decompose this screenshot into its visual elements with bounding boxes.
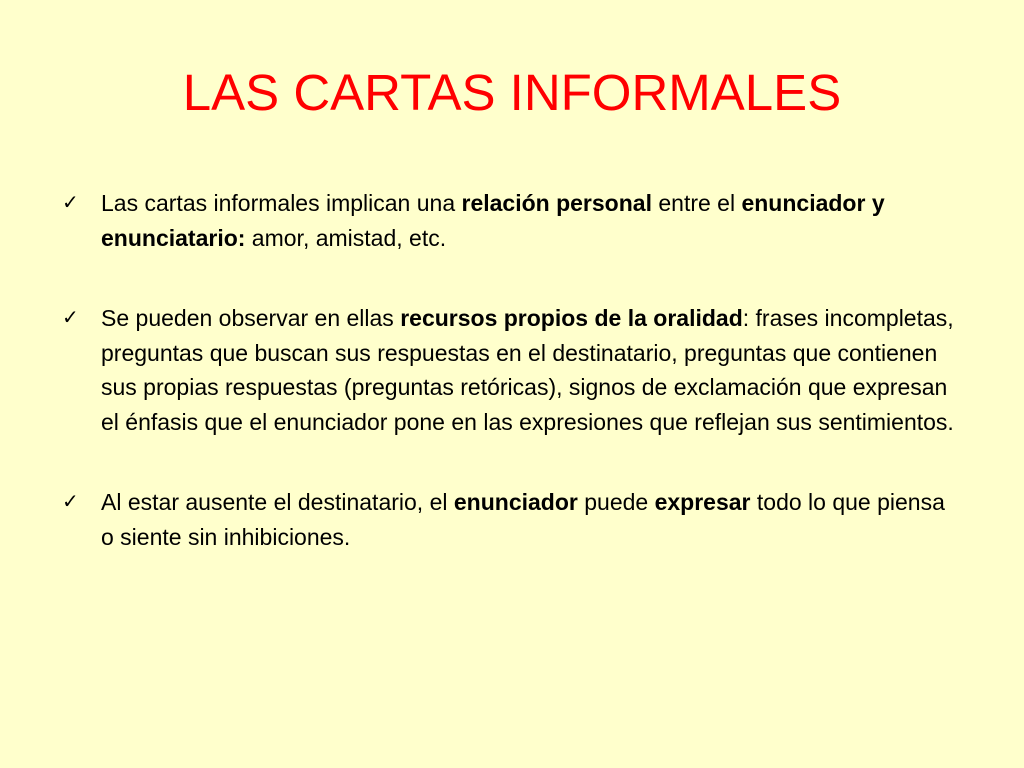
checkmark-icon: ✓ <box>62 491 79 513</box>
bullet-item <box>62 485 962 554</box>
bullet-segment: Al estar ausente el destinatario, el <box>101 489 454 515</box>
checkmark-icon: ✓ <box>62 307 79 329</box>
bullet-segment-bold: expresar <box>654 489 751 515</box>
bullet-segment: entre el <box>651 190 742 216</box>
bullet-segment-bold: enunciador y enunciatario: <box>101 190 885 251</box>
bullet-text <box>101 489 945 550</box>
checkmark-icon: ✓ <box>62 192 79 214</box>
bullet-segment-bold: recursos propios de la oralidad <box>400 305 743 331</box>
bullet-segment: amor, amistad, etc. <box>245 224 447 251</box>
bullet-list <box>62 186 962 554</box>
bullet-segment-bold: enunciador <box>453 489 578 515</box>
bullet-segment: puede <box>577 489 655 515</box>
bullet-segment: Se pueden observar en ellas <box>101 305 401 331</box>
bullet-segment-bold: relación personal <box>461 190 652 216</box>
bullet-segment: Las cartas informales implican una <box>101 190 462 216</box>
slide-title: LAS CARTAS INFORMALES <box>182 64 842 121</box>
bullet-text <box>101 305 954 435</box>
bullet-segment: : frases incompletas, preguntas que buscan sus respuestas en el destinatario, preguntas que contienen sus propias respuestas (preguntas retóricas), signos de exclamación que expresan el énfasis que el enunciador pone en las expresiones que reflejan sus sentimientos. <box>101 305 954 435</box>
bullet-item <box>62 186 962 255</box>
bullet-item <box>62 301 962 439</box>
bullet-segment: todo lo que piensa o siente sin inhibiciones. <box>101 489 945 550</box>
bullet-text <box>101 190 885 251</box>
